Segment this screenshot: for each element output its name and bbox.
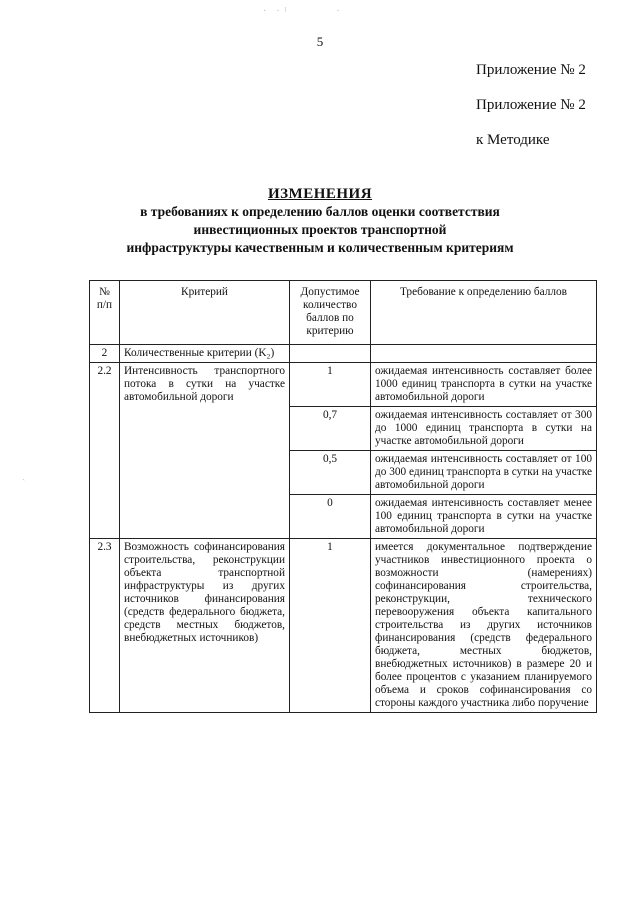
subtitle-line-1: в требованиях к определению баллов оценки соответствия [140, 204, 500, 219]
row-requirement: ожидаемая интенсивность составляет более 1000 единиц транспорта в сутки на участке автомобильной дороги [371, 363, 597, 407]
row-points: 0,5 [290, 451, 371, 495]
subtitle-line-3: инфраструктуры качественным и количественным критериям [126, 240, 514, 255]
row-criterion: Интенсивность транспортного потока в сутки на участке автомобильной дороги [120, 363, 290, 539]
table-header-row [90, 281, 597, 345]
subtitle-line-2: инвестиционных проектов транспортной [193, 222, 447, 237]
row-requirement: ожидаемая интенсивность составляет от 100 до 300 единиц транспорта в сутки на участке автомобильной дороги [371, 451, 597, 495]
row-points: 0,7 [290, 407, 371, 451]
row-requirement: ожидаемая интенсивность составляет менее 100 единиц транспорта в сутки на участке автомобильной дороги [371, 495, 597, 539]
header-requirement: Требование к определению баллов [371, 281, 597, 345]
page-number: 5 [316, 34, 324, 49]
scan-speck: · · ˡ · [263, 6, 340, 17]
row-num: 2.2 [90, 363, 120, 539]
criteria-table [89, 280, 597, 713]
header-criterion: Критерий [120, 281, 290, 345]
row-requirement: ожидаемая интенсивность составляет от 300 до 1000 единиц транспорта в сутки на участке автомобильной дороги [371, 407, 597, 451]
table-row [90, 363, 597, 407]
row-criterion: Возможность софинансирования строительства, реконструкции объекта транспортной инфраструктуры из других источников финансирования (средств федерального бюджета, средств местных бюджетов, внебюджетных источников) [120, 539, 290, 713]
table-row [90, 539, 597, 713]
row-num: 2.3 [90, 539, 120, 713]
row-requirement: имеется документальное подтверждение участников инвестиционного проекта о возможности (намерениях) софинансирования строительства, реконструкции, технического перевооружения объекта капитального строительства из других источников финансирования (средств федерального бюджета, местных бюджетов, внебюджетных источников) в размере 20 и более процентов с указанием планируемого объема и сроков софинансирования со стороны каждого участника либо поручение [371, 539, 597, 713]
scan-speck: ˏ [22, 470, 26, 481]
document-title: ИЗМЕНЕНИЯ [267, 186, 373, 202]
row-points: 0 [290, 495, 371, 539]
row-points [290, 345, 371, 363]
header-points: Допустимое количество баллов по критерию [290, 281, 371, 345]
appendix-label-2: Приложение № 2 [476, 97, 586, 113]
appendix-label-1: Приложение № 2 [476, 62, 586, 78]
header-num: № п/п [90, 281, 120, 345]
row-num: 2 [90, 345, 120, 363]
row-points: 1 [290, 539, 371, 713]
row-requirement [371, 345, 597, 363]
table-row [90, 345, 597, 363]
row-criterion: Количественные критерии (K₂) [120, 345, 290, 363]
appendix-methodology: к Методике [476, 132, 550, 148]
row-points: 1 [290, 363, 371, 407]
